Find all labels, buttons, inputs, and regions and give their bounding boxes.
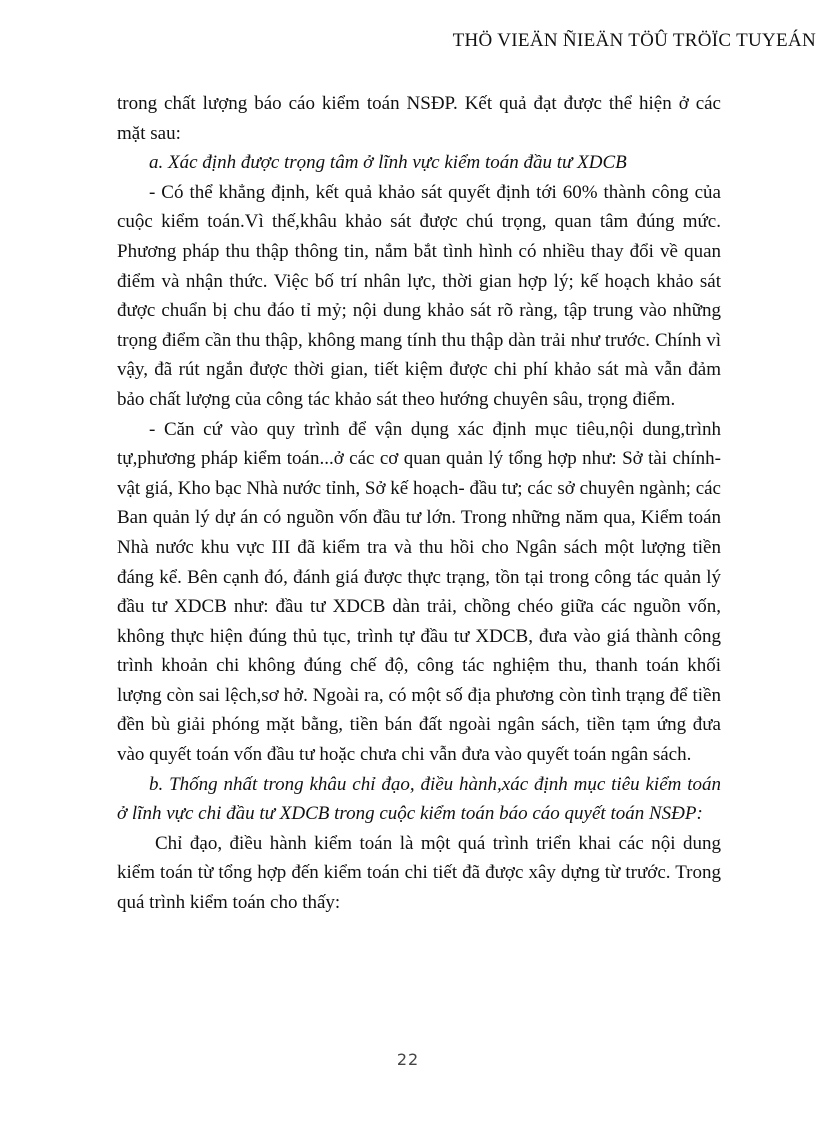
- page-number: 22: [396, 1050, 420, 1069]
- body-paragraph: Chỉ đạo, điều hành kiểm toán là một quá trình triển khai các nội dung kiểm toán từ tổng hợp đến kiểm toán chi tiết đã được xây dựng từ trước. Trong quá trình kiểm toán cho thấy:: [117, 832, 721, 914]
- body-paragraph: - Căn cứ vào quy trình để vận dụng xác định mục tiêu,nội dung,trình tự,phương pháp kiểm toán...ở các cơ quan quản lý tổng hợp như: Sở tài chính-vật giá, Kho bạc Nhà nước tỉnh, Sở kế hoạch- đầu tư; các sở chuyên ngành; các Ban quản lý dự án có nguồn vốn đầu tư lớn. Trong những năm qua, Kiểm toán Nhà nước khu vực III đã kiểm tra và thu hồi cho Ngân sách một lượng tiền đáng kể. Bên cạnh đó, đánh giá được thực trạng, tồn tại trong công tác quản lý đầu tư XDCB như: đầu tư XDCB dàn trải, chồng chéo giữa các nguồn vốn, không thực hiện đúng thủ tục, trình tự đầu tư XDCB, đưa vào giá thành công trình khoản chi không đúng chế độ, công tác nghiệm thu, thanh toán khối lượng còn sai lệch,sơ hở. Ngoài ra, có một số địa phương còn tình trạng để tiền đền bù giải phóng mặt bằng, tiền bán đất ngoài ngân sách, tiền tạm ứng đưa vào quyết toán vốn đầu tư hoặc chưa chi vẫn đưa vào quyết toán ngân sách.: [117, 418, 721, 766]
- page-header: THÖ VIEÄN ÑIEÄN TÖÛ TRÖÏC TUYEÁN: [452, 30, 816, 51]
- section-heading-b: b. Thống nhất trong khâu chỉ đạo, điều hành,xác định mục tiêu kiểm toán ở lĩnh vực chi đầu tư XDCB trong cuộc kiểm toán báo cáo quyết toán NSĐP:: [117, 773, 721, 825]
- body-paragraph: trong chất lượng báo cáo kiểm toán NSĐP. Kết quả đạt được thể hiện ở các mặt sau:: [117, 93, 721, 144]
- section-heading-a: a. Xác định được trọng tâm ở lĩnh vực kiểm toán đầu tư XDCB: [149, 152, 627, 174]
- body-paragraph: - Có thể khẳng định, kết quả khảo sát quyết định tới 60% thành công của cuộc kiểm toán.Vì thế,khâu khảo sát được chú trọng, quan tâm đúng mức. Phương pháp thu thập thông tin, nắm bắt tình hình có nhiều thay đổi về quan điểm và nhận thức. Việc bố trí nhân lực, thời gian hợp lý; kế hoạch khảo sát được chuẩn bị chu đáo tỉ mỷ; nội dung khảo sát rõ ràng, tập trung vào những trọng điểm cần thu thập, không mang tính thu thập dàn trải như trước. Chính vì vậy, đã rút ngắn được thời gian, tiết kiệm được chi phí khảo sát mà vẫn đảm bảo chất lượng của công tác khảo sát theo hướng chuyên sâu, trọng điểm.: [117, 181, 721, 410]
- document-body: [117, 89, 721, 918]
